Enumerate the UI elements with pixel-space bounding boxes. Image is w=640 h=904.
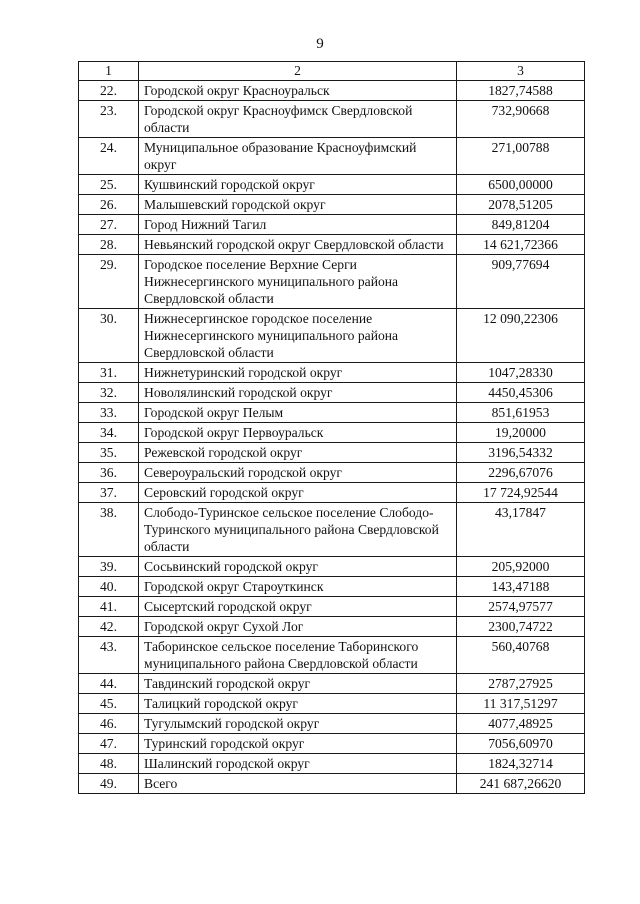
row-number-cell: 39. [79,557,139,577]
municipality-name-cell: Городской округ Первоуральск [139,423,457,443]
municipality-name-cell: Таборинское сельское поселение Таборинского муниципального района Свердловской области [139,637,457,674]
row-number-cell: 22. [79,81,139,101]
amount-cell: 1047,28330 [457,363,585,383]
municipality-name-cell: Городской округ Красноуральск [139,81,457,101]
municipality-name-cell: Муниципальное образование Красноуфимский округ [139,138,457,175]
table-row [79,734,585,754]
amount-cell: 2787,27925 [457,674,585,694]
row-number-cell: 32. [79,383,139,403]
municipality-name-cell: Всего [139,774,457,794]
municipality-name-cell: Городское поселение Верхние Серги Нижнесергинского муниципального района Свердловской области [139,255,457,309]
row-number-cell: 46. [79,714,139,734]
row-number-cell: 40. [79,577,139,597]
municipality-name-cell: Сысертский городской округ [139,597,457,617]
amount-cell: 732,90668 [457,101,585,138]
amount-cell: 1824,32714 [457,754,585,774]
amount-cell: 43,17847 [457,503,585,557]
table-row [79,443,585,463]
amount-cell: 271,00788 [457,138,585,175]
header-cell-value: 3 [457,62,585,81]
table-row [79,694,585,714]
municipality-name-cell: Слободо-Туринское сельское поселение Слободо-Туринского муниципального района Свердловской области [139,503,457,557]
row-number-cell: 49. [79,774,139,794]
municipality-name-cell: Серовский городской округ [139,483,457,503]
amount-cell: 3196,54332 [457,443,585,463]
row-number-cell: 48. [79,754,139,774]
table-row [79,463,585,483]
amount-cell: 241 687,26620 [457,774,585,794]
row-number-cell: 35. [79,443,139,463]
municipality-name-cell: Городской округ Сухой Лог [139,617,457,637]
municipality-name-cell: Тавдинский городской округ [139,674,457,694]
municipality-name-cell: Малышевский городской округ [139,195,457,215]
table-row [79,577,585,597]
amount-cell: 205,92000 [457,557,585,577]
row-number-cell: 29. [79,255,139,309]
row-number-cell: 28. [79,235,139,255]
amount-cell: 11 317,51297 [457,694,585,714]
table-row [79,774,585,794]
table-row [79,255,585,309]
municipality-name-cell: Городской округ Красноуфимск Свердловской области [139,101,457,138]
municipality-name-cell: Нижнетуринский городской округ [139,363,457,383]
amount-cell: 851,61953 [457,403,585,423]
amount-cell: 143,47188 [457,577,585,597]
row-number-cell: 45. [79,694,139,714]
amount-cell: 2078,51205 [457,195,585,215]
municipality-name-cell: Кушвинский городской округ [139,175,457,195]
row-number-cell: 37. [79,483,139,503]
page-number: 9 [316,36,324,52]
amount-cell: 6500,00000 [457,175,585,195]
municipality-name-cell: Городской округ Староуткинск [139,577,457,597]
table-row [79,674,585,694]
amount-cell: 19,20000 [457,423,585,443]
table-body [79,62,585,794]
table-row [79,383,585,403]
row-number-cell: 30. [79,309,139,363]
header-cell-name: 2 [139,62,457,81]
municipality-name-cell: Городской округ Пелым [139,403,457,423]
amount-cell: 17 724,92544 [457,483,585,503]
table-row [79,597,585,617]
table-row [79,175,585,195]
row-number-cell: 36. [79,463,139,483]
amount-cell: 1827,74588 [457,81,585,101]
table-row [79,483,585,503]
header-cell-number: 1 [79,62,139,81]
table-header-row [79,62,585,81]
row-number-cell: 47. [79,734,139,754]
row-number-cell: 25. [79,175,139,195]
municipality-name-cell: Талицкий городской округ [139,694,457,714]
amount-cell: 4450,45306 [457,383,585,403]
table-row [79,617,585,637]
municipality-name-cell: Североуральский городской округ [139,463,457,483]
municipality-name-cell: Режевской городской округ [139,443,457,463]
municipality-name-cell: Невьянский городской округ Свердловской области [139,235,457,255]
row-number-cell: 34. [79,423,139,443]
table-row [79,235,585,255]
table-row [79,215,585,235]
table-row [79,503,585,557]
amount-cell: 560,40768 [457,637,585,674]
amount-cell: 12 090,22306 [457,309,585,363]
municipality-name-cell: Нижнесергинское городское поселение Нижнесергинского муниципального района Свердловской области [139,309,457,363]
row-number-cell: 26. [79,195,139,215]
municipality-name-cell: Туринский городской округ [139,734,457,754]
table-row [79,423,585,443]
table-row [79,403,585,423]
municipality-name-cell: Шалинский городской округ [139,754,457,774]
amount-cell: 7056,60970 [457,734,585,754]
table-row [79,557,585,577]
municipality-name-cell: Новолялинский городской округ [139,383,457,403]
amount-cell: 14 621,72366 [457,235,585,255]
table-row [79,637,585,674]
row-number-cell: 31. [79,363,139,383]
table-row [79,138,585,175]
table-row [79,195,585,215]
amount-cell: 849,81204 [457,215,585,235]
row-number-cell: 27. [79,215,139,235]
table-row [79,81,585,101]
municipality-name-cell: Город Нижний Тагил [139,215,457,235]
municipality-name-cell: Сосьвинский городской округ [139,557,457,577]
row-number-cell: 44. [79,674,139,694]
amount-cell: 2300,74722 [457,617,585,637]
row-number-cell: 38. [79,503,139,557]
table-row [79,754,585,774]
municipality-name-cell: Тугулымский городской округ [139,714,457,734]
amount-cell: 2574,97577 [457,597,585,617]
table-row [79,309,585,363]
amount-cell: 2296,67076 [457,463,585,483]
amount-cell: 909,77694 [457,255,585,309]
row-number-cell: 43. [79,637,139,674]
amount-cell: 4077,48925 [457,714,585,734]
row-number-cell: 23. [79,101,139,138]
row-number-cell: 24. [79,138,139,175]
row-number-cell: 41. [79,597,139,617]
table-row [79,363,585,383]
allocation-table [78,61,585,794]
row-number-cell: 33. [79,403,139,423]
row-number-cell: 42. [79,617,139,637]
table-row [79,101,585,138]
table-row [79,714,585,734]
